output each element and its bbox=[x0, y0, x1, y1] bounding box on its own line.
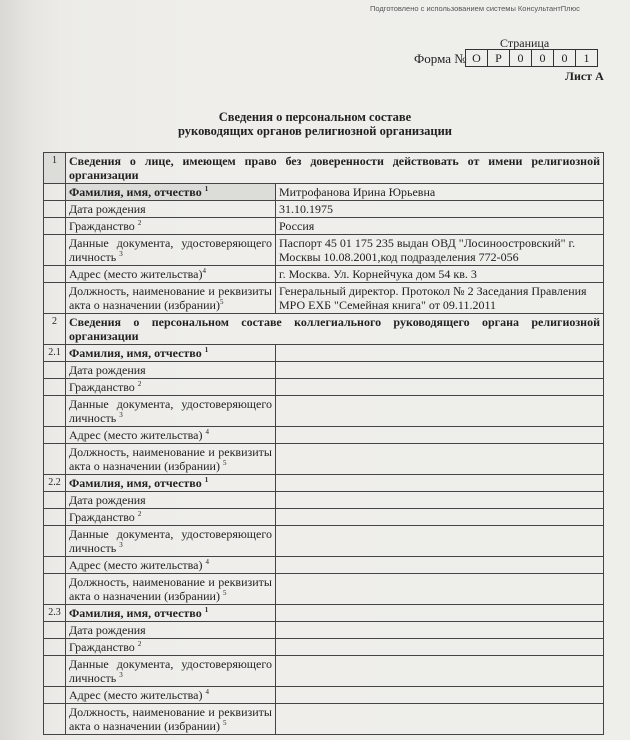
field-label: Должность, наименование и реквизиты акта о назначении (избрании)$^5$ bbox=[66, 283, 276, 314]
field-label: Данные документа, удостоверяющего личность $^3$ bbox=[66, 656, 276, 687]
table-row bbox=[44, 509, 604, 526]
field-value bbox=[276, 574, 604, 605]
field-label: Должность, наименование и реквизиты акта о назначении (избрании) $^5$ bbox=[66, 444, 276, 475]
section-number: 2 bbox=[44, 314, 66, 345]
field-value bbox=[276, 687, 604, 704]
table-row bbox=[44, 605, 604, 622]
field-label: Дата рождения bbox=[66, 362, 276, 379]
table-row bbox=[44, 345, 604, 362]
field-value bbox=[276, 509, 604, 526]
section-heading: Сведения о персональном составе коллегиального руководящего органа религиозной организации bbox=[66, 314, 604, 345]
document-title: Сведения о персональном составе bbox=[218, 110, 412, 124]
field-value bbox=[276, 622, 604, 639]
section-2-header-row bbox=[44, 314, 604, 345]
member-number: 2.2 bbox=[44, 475, 66, 492]
field-value: Генеральный директор. Протокол № 2 Заседания Правления МРО ЕХБ "Семейная книга" от 09.11.2011 bbox=[276, 283, 604, 314]
field-value: 31.10.1975 bbox=[276, 201, 604, 218]
field-label: Адрес (место жительства) $^4$ bbox=[66, 687, 276, 704]
field-value bbox=[276, 444, 604, 475]
field-label: Фамилия, имя, отчество $^1$ bbox=[66, 184, 276, 201]
table-row bbox=[44, 444, 604, 475]
field-value bbox=[276, 656, 604, 687]
system-note: Подготовлено с использованием системы КонсультантПлюс bbox=[370, 4, 580, 13]
field-value bbox=[276, 475, 604, 492]
form-code-char: 0 bbox=[510, 50, 532, 66]
member-number: 2.1 bbox=[44, 345, 66, 362]
field-value bbox=[276, 605, 604, 622]
field-label: Дата рождения bbox=[66, 201, 276, 218]
field-value bbox=[276, 396, 604, 427]
section-heading: Сведения о лице, имеющем право без доверенности действовать от имени религиозной организации bbox=[66, 153, 604, 184]
form-code-char: Р bbox=[488, 50, 510, 66]
field-value: Паспорт 45 01 175 235 выдан ОВД "Лосиноостровский" г. Москвы 10.08.2001,код подразделения 772-056 bbox=[276, 235, 604, 266]
field-value bbox=[276, 379, 604, 396]
form-code-char: 0 bbox=[532, 50, 554, 66]
table-row bbox=[44, 266, 604, 283]
table-row bbox=[44, 557, 604, 574]
table-row bbox=[44, 235, 604, 266]
table-row bbox=[44, 704, 604, 735]
field-label: Должность, наименование и реквизиты акта о назначении (избрании) $^5$ bbox=[66, 704, 276, 735]
table-row bbox=[44, 639, 604, 656]
field-label: Данные документа, удостоверяющего личность $^3$ bbox=[66, 396, 276, 427]
field-label: Адрес (место жительства) $^4$ bbox=[66, 427, 276, 444]
field-label: Фамилия, имя, отчество $^1$ bbox=[66, 605, 276, 622]
field-value bbox=[276, 557, 604, 574]
form-code-char: 0 bbox=[554, 50, 576, 66]
table-row bbox=[44, 379, 604, 396]
field-label: Гражданство $^2$ bbox=[66, 639, 276, 656]
section-number: 1 bbox=[44, 153, 66, 184]
section-1-header-row bbox=[44, 153, 604, 184]
table-row bbox=[44, 574, 604, 605]
page-label: Страница bbox=[500, 36, 550, 50]
form-code-boxes bbox=[465, 49, 598, 67]
form-code-char: 1 bbox=[583, 51, 590, 65]
sheet-label: Лист А bbox=[565, 69, 604, 83]
field-value bbox=[276, 526, 604, 557]
field-label: Адрес (место жительства) $^4$ bbox=[66, 557, 276, 574]
member-number: 2.3 bbox=[44, 605, 66, 622]
personnel-table bbox=[43, 152, 604, 735]
table-row bbox=[44, 526, 604, 557]
table-row bbox=[44, 622, 604, 639]
field-value: г. Москва. Ул. Корнейчука дом 54 кв. 3 bbox=[276, 266, 604, 283]
field-value: Митрофанова Ирина Юрьевна bbox=[276, 184, 604, 201]
field-label: Фамилия, имя, отчество $^1$ bbox=[66, 475, 276, 492]
table-row bbox=[44, 656, 604, 687]
field-value bbox=[276, 345, 604, 362]
field-value bbox=[276, 427, 604, 444]
table-row bbox=[44, 475, 604, 492]
form-code-char: О bbox=[466, 50, 488, 66]
form-number-label: Форма № bbox=[414, 51, 467, 66]
field-label: Гражданство $^2$ bbox=[66, 379, 276, 396]
document-subtitle: руководящих органов религиозной организации bbox=[178, 124, 452, 138]
table-row bbox=[44, 687, 604, 704]
table-row bbox=[44, 218, 604, 235]
field-label: Гражданство $^2$ bbox=[66, 509, 276, 526]
field-label: Дата рождения bbox=[66, 622, 276, 639]
table-row bbox=[44, 201, 604, 218]
field-label: Фамилия, имя, отчество $^1$ bbox=[66, 345, 276, 362]
field-label: Данные документа, удостоверяющего личность $^3$ bbox=[66, 526, 276, 557]
table-row bbox=[44, 362, 604, 379]
table-row bbox=[44, 283, 604, 314]
field-value bbox=[276, 639, 604, 656]
field-label: Данные документа, удостоверяющего личность $^3$ bbox=[66, 235, 276, 266]
table-row bbox=[44, 427, 604, 444]
field-label: Должность, наименование и реквизиты акта о назначении (избрании) $^5$ bbox=[66, 574, 276, 605]
field-label: Дата рождения bbox=[66, 492, 276, 509]
field-value bbox=[276, 492, 604, 509]
table-row bbox=[44, 184, 604, 201]
field-label: Адрес (место жительства)$^4$ bbox=[66, 266, 276, 283]
table-row bbox=[44, 396, 604, 427]
field-value bbox=[276, 362, 604, 379]
field-value bbox=[276, 704, 604, 735]
field-label: Гражданство $^2$ bbox=[66, 218, 276, 235]
field-value: Россия bbox=[276, 218, 604, 235]
table-row bbox=[44, 492, 604, 509]
